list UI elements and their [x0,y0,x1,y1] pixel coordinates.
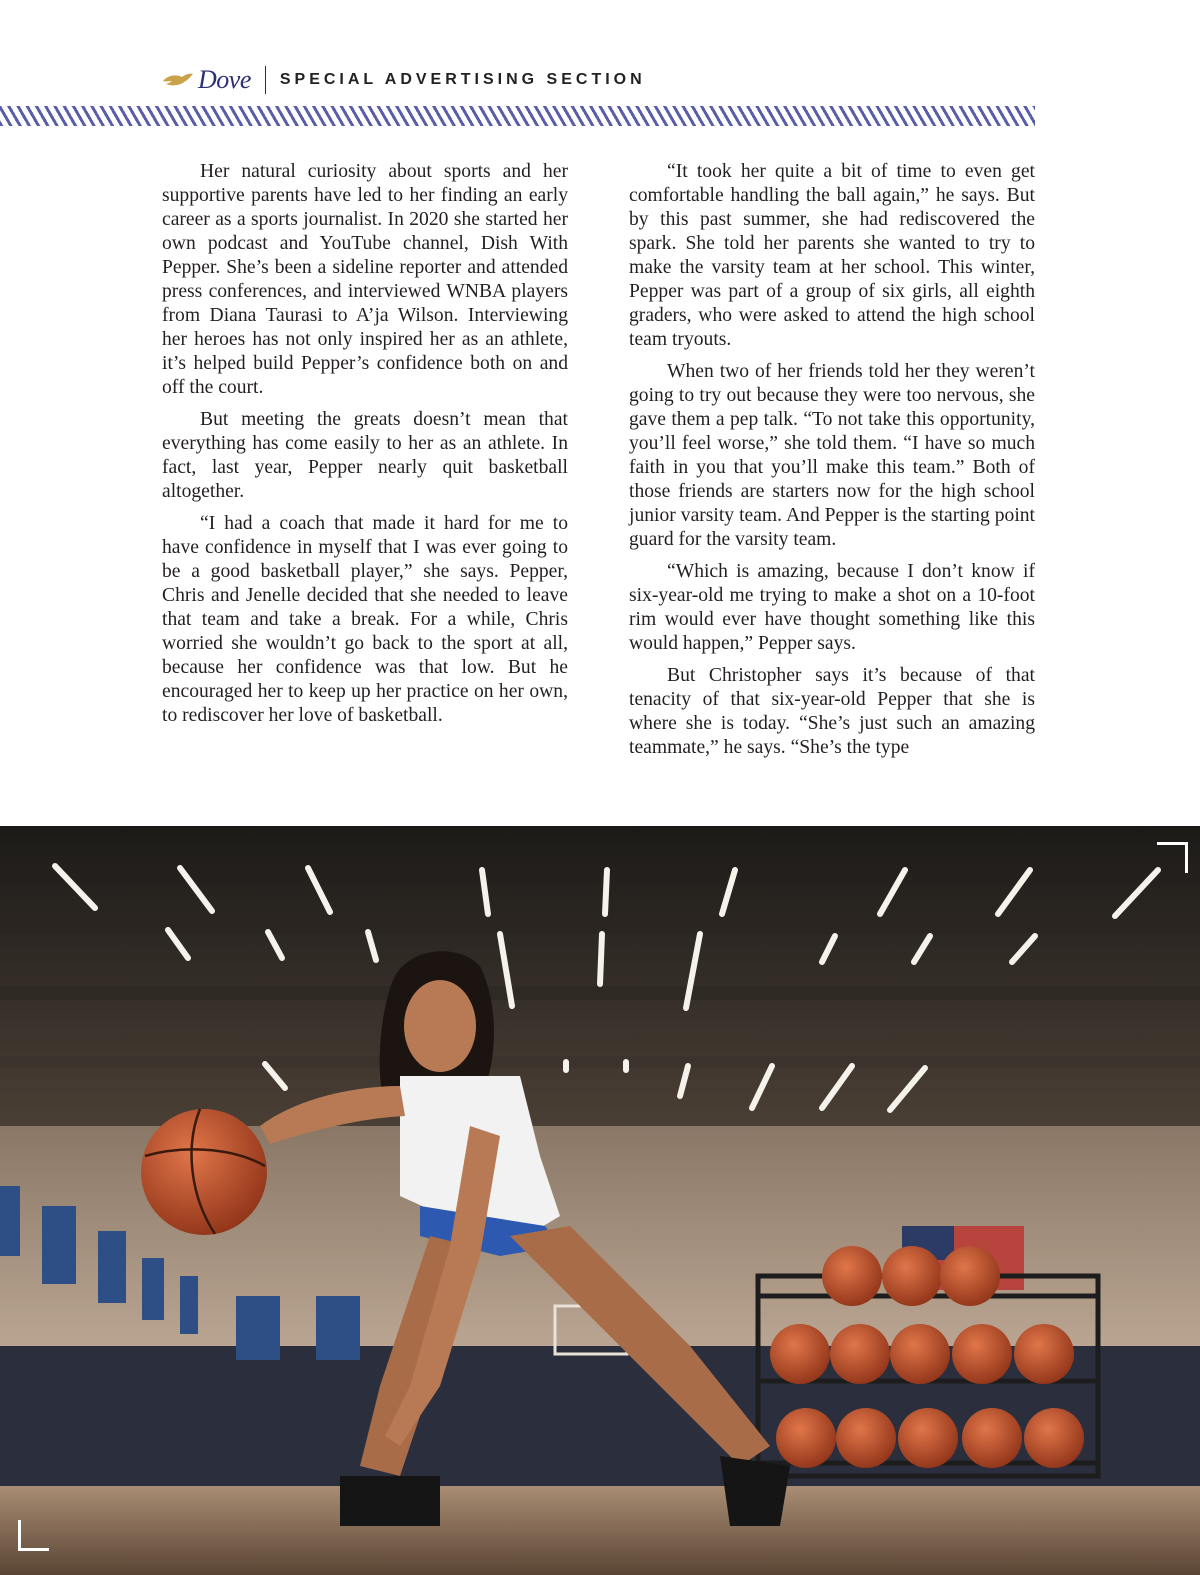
feature-photo [0,826,1200,1575]
decorative-stripe-bar [0,106,1035,126]
page-header [162,64,646,96]
paragraph: When two of her friends told her they weren’t going to try out because they were too nervous, she gave them a pep talk. “To not take this opportunity, you’ll feel worse,” she told them. “I have so much faith in you that you’ll make this team.” Both of those friends are starters now for the high school junior varsity team. And Pepper is the starting point guard for the varsity team. [629,361,1035,550]
article-column-right [629,160,1035,768]
paragraph: Her natural curiosity about sports and her supportive parents have led to her finding an early career as a sports journalist. In 2020 she started her own podcast and YouTube channel, Dish With Pepper. She’s been a sideline reporter and attended press conferences, and interviewed WNBA players from Diana Taurasi to A’ja Wilson. Interviewing her heroes has not only inspired her as an athlete, it’s helped build Pepper’s confidence both on and off the court. [162,161,568,398]
dove-logo [162,65,251,95]
paragraph: “I had a coach that made it hard for me to have confidence in myself that I was ever going to be a good basketball player,” she says. Pepper, Chris and Jenelle decided that she needed to leave that team and take a break. For a while, Chris worried she wouldn’t go back to the sport at all, because her confidence was that low. But he encouraged her to keep up her practice on her own, to rediscover her love of basketball. [162,513,568,726]
paragraph: “Which is amazing, because I don’t know if six-year-old me trying to make a shot on a 10-foot rim would ever have thought something like this would happen,” Pepper says. [629,561,1035,654]
dove-bird-icon [162,71,194,89]
article-column-left [162,160,568,736]
paragraph: But meeting the greats doesn’t mean that everything has come easily to her as an athlete. In fact, last year, Pepper nearly quit basketball altogether. [162,409,568,502]
crop-mark-top-right [1157,842,1188,873]
brand-name: Dove [198,65,251,94]
paragraph: “It took her quite a bit of time to even get comfortable handling the ball again,” he says. But by this past summer, she had rediscovered the spark. She told her parents she wanted to try to make the varsity team at her school. This winter, Pepper was part of a group of six girls, all eighth graders, who were asked to attend the high school team tryouts. [629,161,1035,350]
crop-mark-bottom-left [18,1520,49,1551]
header-divider [265,66,266,94]
gym-photo-illustration [0,826,1200,1575]
section-label: SPECIAL ADVERTISING SECTION [279,71,646,88]
paragraph: But Christopher says it’s because of that tenacity of that six-year-old Pepper that she is where she is today. “She’s just such an amazing teammate,” he says. “She’s the type [629,665,1035,758]
